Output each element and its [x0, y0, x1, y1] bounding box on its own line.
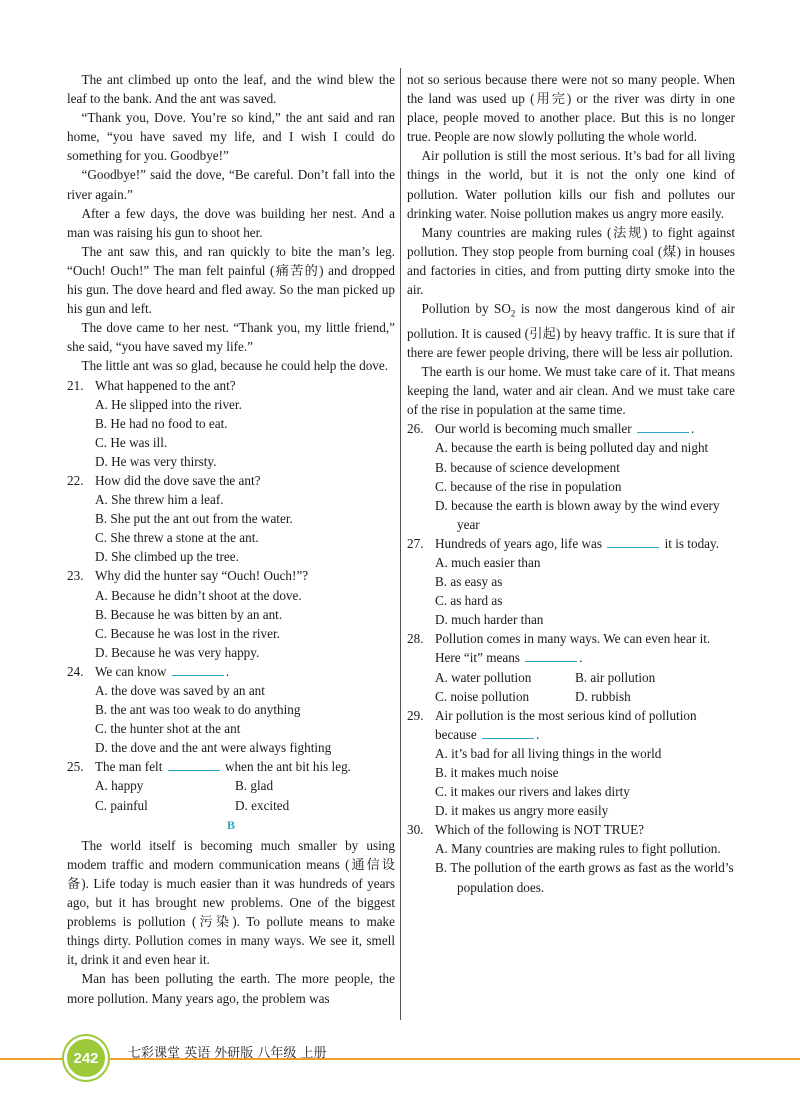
question-27: [407, 534, 735, 629]
option: B. Because he was bitten by an ant.: [95, 606, 283, 622]
page-footer: [0, 1030, 800, 1090]
option: C. Because he was lost in the river.: [95, 625, 280, 641]
option: A. the dove was saved by an ant: [95, 683, 265, 698]
option: C. noise pollution: [435, 688, 530, 704]
question-stem: Hundreds of years ago, life was: [435, 535, 602, 551]
paragraph: The ant saw this, and ran quickly to bite the man’s leg. “Ouch! Ouch!” The man felt painful (痛苦的) and dropped his gun. The dove heard and fled away. So the man picked up his gun and left.: [67, 243, 395, 317]
paragraph: The world itself is becoming much smaller by using modem traffic and modern communication means (通信设备). Life today is much easier than it was hundreds of years ago, but it has brought new problems. One of the biggest problems is pollution (污染). To pollute means to make things dirty. Pollution comes in many ways. We see it, smell it, drink it and even hear it.: [67, 837, 395, 968]
option: A. because the earth is being polluted day and night: [435, 440, 709, 456]
paragraph: [407, 299, 735, 362]
question-number: 21.: [67, 377, 84, 393]
option: C. painful: [95, 797, 148, 813]
option: B. the ant was too weak to do anything: [95, 702, 301, 718]
option: C. She threw a stone at the ant.: [95, 530, 259, 546]
option: D. She climbed up the tree.: [95, 549, 239, 565]
paragraph: The little ant was so glad, because he could help the dove.: [81, 358, 389, 374]
answer-blank[interactable]: [168, 758, 220, 771]
question-stem: Air pollution is the most serious kind of pollution because: [435, 707, 697, 742]
option: D. it makes us angry more easily: [435, 803, 609, 819]
question-number: 24.: [67, 663, 84, 679]
option: A. Many countries are making rules to fight pollution.: [435, 841, 721, 857]
option: D. Because he was very happy.: [95, 644, 260, 660]
so2-text: Pollution by SO: [421, 301, 511, 317]
option: B. air pollution: [575, 669, 656, 685]
option: B. glad: [235, 778, 274, 794]
so2-text-rest: is now the most dangerous kind of air pollution. It is caused (引起) by heavy traffic. It is sure that if there are fewer people driving, there will be less air pollution.: [407, 301, 735, 360]
option: B. She put the ant out from the water.: [95, 511, 293, 527]
answer-blank[interactable]: [482, 726, 534, 739]
option: D. rubbish: [575, 688, 631, 704]
option: C. the hunter shot at the ant: [95, 721, 241, 737]
question-stem-end: when the ant bit his leg.: [224, 759, 351, 775]
option: C. because of the rise in population: [435, 478, 622, 494]
option: B. He had no food to eat.: [95, 415, 228, 431]
answer-blank[interactable]: [172, 663, 224, 676]
question-stem: Why did the hunter say “Ouch! Ouch!”?: [95, 568, 309, 584]
option: C. as hard as: [435, 593, 503, 609]
option: D. much harder than: [435, 612, 544, 628]
question-29: 29. Air pollution is the most serious kind of pollution because . A. it’s bad for all living things in the world B. it makes much noise C. it makes our rivers and lakes dirty D. it makes us angry more easily: [407, 706, 735, 821]
paragraph: The ant climbed up onto the leaf, and the wind blew the leaf to the bank. And the ant was saved.: [67, 72, 395, 107]
question-28: 28. Pollution comes in many ways. We can even hear it. Here “it” means . A. water pollution B. air pollution C. noise pollution D. rubbish: [407, 629, 735, 705]
section-heading: B: [226, 817, 235, 832]
paragraph: “Goodbye!” said the dove, “Be careful. Don’t fall into the river again.”: [67, 167, 395, 202]
question-number: 25.: [67, 759, 84, 775]
paragraph: Man has been polluting the earth. The more people, the more pollution. Many years ago, the problem was: [67, 971, 395, 1006]
question-21: [67, 376, 395, 471]
answer-blank[interactable]: [637, 420, 689, 433]
question-26: 26. Our world is becoming much smaller . A. because the earth is being polluted day and night B. because of science development C. because of the rise in population D. because the earth is blown away by the wind every year: [407, 419, 735, 534]
question-22: [67, 471, 395, 566]
question-stem-end: it is today.: [664, 535, 720, 551]
option: C. it makes our rivers and lakes dirty: [435, 784, 630, 800]
question-stem: Our world is becoming much smaller: [435, 421, 632, 437]
question-25: [67, 757, 395, 814]
paragraph: Air pollution is still the most serious. It’s bad for all living things in the world, but it is not the only one kind of pollution. Water pollution kills our fish and pollutes our drinking water. Noise pollution makes us angry more easily.: [407, 148, 735, 221]
option: A. She threw him a leaf.: [95, 492, 224, 508]
question-30: [407, 820, 735, 896]
question-number: 29.: [407, 707, 424, 723]
option: B. The pollution of the earth grows as fast as the world’s population does.: [435, 860, 734, 895]
answer-blank[interactable]: [525, 649, 577, 662]
paragraph: The dove came to her nest. “Thank you, my little friend,” she said, “you have saved my life.”: [67, 320, 395, 355]
option: A. happy: [95, 778, 144, 794]
question-stem: How did the dove save the ant?: [95, 472, 261, 488]
left-column: [67, 70, 395, 1008]
question-24: [67, 662, 395, 757]
right-column: [407, 70, 735, 897]
option: B. as easy as: [435, 574, 503, 590]
question-number: 27.: [407, 535, 424, 551]
footer-rule-left: [0, 1058, 70, 1060]
question-number: 22.: [67, 472, 84, 488]
option: A. water pollution: [435, 669, 532, 685]
question-number: 30.: [407, 822, 424, 838]
page-number-badge: 242: [64, 1036, 108, 1080]
paragraph: After a few days, the dove was building her nest. And a man was raising his gun to shoot her.: [67, 205, 395, 240]
question-stem: The man felt: [95, 759, 163, 775]
question-stem: We can know: [95, 663, 167, 679]
option: A. much easier than: [435, 554, 541, 570]
question-number: 23.: [67, 568, 84, 584]
option: A. it’s bad for all living things in the world: [435, 745, 662, 761]
answer-blank[interactable]: [607, 535, 659, 548]
question-stem: Which of the following is NOT TRUE?: [435, 822, 645, 838]
option: A. Because he didn’t shoot at the dove.: [95, 587, 302, 603]
paragraph: The earth is our home. We must take care of it. That means keeping the land, water and air clean. And we must take care of the rise in population at the same time.: [407, 364, 735, 418]
option: B. because of science development: [435, 459, 620, 475]
option: D. excited: [235, 797, 290, 813]
option: C. He was ill.: [95, 434, 168, 450]
paragraph: Many countries are making rules (法规) to fight against pollution. They stop people from burning coal (煤) in houses and factories in cities, and from putting dirty smoke into the air.: [407, 224, 735, 298]
option: D. because the earth is blown away by the wind every year: [435, 497, 720, 532]
option: B. it makes much noise: [435, 765, 559, 781]
paragraph: “Thank you, Dove. You’re so kind,” the ant said and ran home, “you have saved my life, and I wish I could do something for you. Goodbye!”: [67, 110, 395, 164]
book-title: 七彩课堂 英语 外研版 八年级 上册: [128, 1046, 327, 1061]
column-divider: [400, 68, 401, 1020]
paragraph: not so serious because there were not so many people. When the land was used up (用完) or the river was dirty in one place, people moved to another place. But this is no longer true. People are now slowly polluting the whole world.: [407, 72, 735, 145]
question-stem: What happened to the ant?: [95, 377, 236, 393]
option: D. the dove and the ant were always fighting: [95, 740, 332, 756]
question-number: 26.: [407, 421, 424, 437]
question-stem-end: .: [225, 663, 230, 679]
question-23: [67, 566, 395, 661]
subscript: 2: [510, 308, 516, 319]
option: D. He was very thirsty.: [95, 453, 217, 469]
option: A. He slipped into the river.: [95, 396, 242, 412]
question-number: 28.: [407, 631, 424, 647]
question-stem: Pollution comes in many ways. We can even hear it. Here “it” means: [435, 631, 711, 666]
